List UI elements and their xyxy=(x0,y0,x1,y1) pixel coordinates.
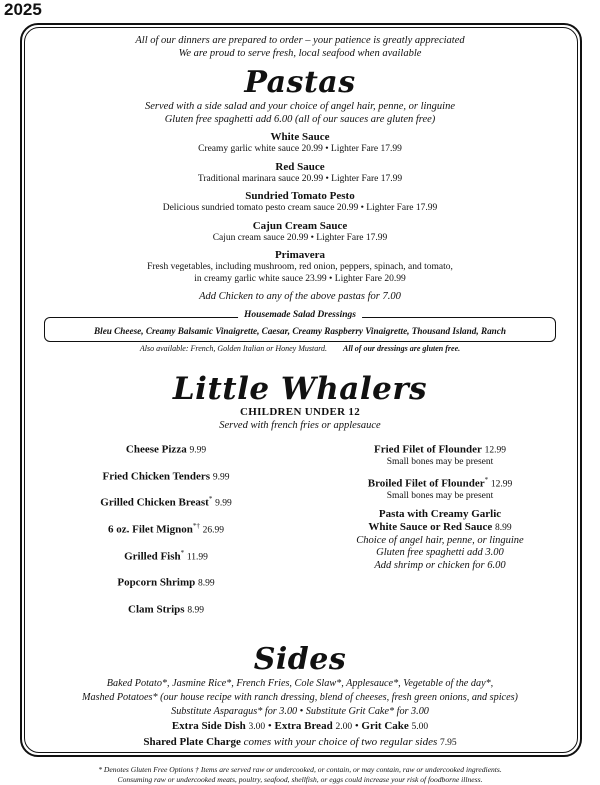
primavera-desc-2: in creamy garlic white sauce 23.99 • Lighter Fare 20.99 xyxy=(194,273,406,284)
sides-line-1: Baked Potato*, Jasmine Rice*, French Fries, Cole Slaw*, Applesauce*, Vegetable of the day*, xyxy=(106,677,494,689)
kids-item-name: Grilled Fish xyxy=(124,550,181,563)
kids-item xyxy=(26,493,306,511)
sides-line-2: Mashed Potatoes* (our house recipe with ranch dressing, blend of cheeses, fresh green onions, and spices) xyxy=(82,691,518,703)
sides-heading: Sides xyxy=(253,641,347,677)
dressings-title: Housemade Salad Dressings xyxy=(238,310,362,320)
pasta-item-name: White Sauce xyxy=(270,131,330,143)
extra-bread-price: 2.00 xyxy=(335,721,353,732)
kids-item-name: Fried Filet of Flounder xyxy=(374,443,482,456)
kids-item-price: 26.99 xyxy=(202,525,225,536)
kids-item-price: 12.99 xyxy=(484,445,506,456)
pasta-item xyxy=(26,161,574,186)
shared-plate-label: Shared Plate Charge xyxy=(143,735,241,748)
kids-item xyxy=(26,600,306,618)
menu-content xyxy=(26,34,574,785)
extra-bread-label: Extra Bread xyxy=(274,719,333,732)
extra-side-price: 3.00 xyxy=(248,721,266,732)
dressings-gluten: All of our dressings are gluten free. xyxy=(343,344,461,353)
pasta-item-name: Cajun Cream Sauce xyxy=(252,219,348,232)
whalers-left-column xyxy=(26,440,306,627)
kids-item-name: Broiled Filet of Flounder xyxy=(367,477,485,490)
kids-item-name: Popcorn Shrimp xyxy=(117,576,196,589)
add-chicken-note: Add Chicken to any of the above pastas for 7.00 xyxy=(199,291,401,302)
kids-item-price: 9.99 xyxy=(212,472,230,483)
pasta-item xyxy=(26,220,574,245)
pastas-sub-1: Served with a side salad and your choice of angel hair, penne, or linguine xyxy=(145,101,455,112)
kids-pasta-name-1 xyxy=(306,508,574,521)
kids-item-name: Grilled Chicken Breast xyxy=(100,496,209,509)
children-under-label: CHILDREN UNDER 12 xyxy=(240,406,360,418)
dressings-note xyxy=(26,344,574,354)
shared-plate-price: 7.95 xyxy=(440,737,457,748)
kids-item xyxy=(26,520,306,538)
intro-line-2: We are proud to serve fresh, local seafood when available xyxy=(178,48,422,59)
kids-item-name: Fried Chicken Tenders xyxy=(102,470,211,483)
sides-line-3: Substitute Asparagus* for 3.00 • Substitute Grit Cake* for 3.00 xyxy=(171,705,429,717)
dressings-box xyxy=(44,310,556,342)
kids-item xyxy=(26,573,306,591)
grit-cake-price: 5.00 xyxy=(411,721,429,732)
kids-item xyxy=(306,474,574,491)
kids-item xyxy=(306,440,574,457)
kids-pasta-price: 8.99 xyxy=(494,523,512,534)
kids-item-name: Cheese Pizza xyxy=(125,443,187,456)
pastas-sub-2: Gluten free spaghetti add 6.00 (all of our sauces are gluten free) xyxy=(164,114,436,125)
kids-item xyxy=(26,467,306,485)
kids-pasta-line: Choice of angel hair, penne, or linguine xyxy=(356,534,524,546)
dressings-also: Also available: French, Golden Italian or Honey Mustard. xyxy=(139,344,328,353)
shared-plate-desc: comes with your choice of two regular sides xyxy=(243,735,438,748)
kids-pasta-name-2 xyxy=(306,521,574,535)
kids-item-price: 8.99 xyxy=(198,578,215,589)
primavera-desc-1: Fresh vegetables, including mushroom, red onion, peppers, spinach, and tomato, xyxy=(147,262,453,272)
kids-pasta-line: Gluten free spaghetti add 3.00 xyxy=(376,547,504,559)
year-label: 2025 xyxy=(4,0,42,19)
grit-cake-label: Grit Cake xyxy=(361,719,409,732)
kids-pasta-name-1-text: Pasta with Creamy Garlic xyxy=(378,508,502,521)
pasta-item-name: Red Sauce xyxy=(275,160,325,173)
kids-item-mark: *† xyxy=(192,521,200,530)
kids-item-price: 11.99 xyxy=(186,552,208,563)
whalers-heading: Little Whalers xyxy=(172,371,428,407)
kids-item-desc: Small bones may be present xyxy=(386,491,494,502)
pasta-item-desc: Delicious sundried tomato pesto cream sauce 20.99 • Lighter Fare 17.99 xyxy=(162,203,438,213)
whalers-columns xyxy=(26,440,574,627)
kids-item-price: 8.99 xyxy=(187,605,204,616)
pasta-item-desc: Cajun cream sauce 20.99 • Lighter Fare 17.99 xyxy=(212,232,388,243)
pasta-item xyxy=(26,190,574,215)
footnote-line-2: Consuming raw or undercooked meats, poultry, seafood, shellfish, or eggs could increase your risk of foodborne illness. xyxy=(117,774,483,784)
kids-item-mark: * xyxy=(208,495,213,504)
footnote xyxy=(26,765,574,785)
kids-item-mark: * xyxy=(484,476,489,485)
pasta-item-primavera xyxy=(26,249,574,285)
kids-item xyxy=(26,547,306,565)
kids-item xyxy=(26,440,306,458)
kids-item-name: Clam Strips xyxy=(128,603,185,616)
kids-item-desc: Small bones may be present xyxy=(386,457,494,468)
pasta-item-desc: Traditional marinara sauce 20.99 • Lighter Fare 17.99 xyxy=(197,173,403,184)
kids-item-price: 9.99 xyxy=(189,445,207,456)
kids-pasta-line: Add shrimp or chicken for 6.00 xyxy=(374,559,506,571)
pasta-item-desc: Creamy garlic white sauce 20.99 • Lighter Fare 17.99 xyxy=(198,144,402,154)
intro-line-1: All of our dinners are prepared to order – your patience is greatly appreciated xyxy=(135,35,465,46)
pasta-item-name: Sundried Tomato Pesto xyxy=(245,190,355,202)
pastas-heading: Pastas xyxy=(244,65,356,100)
extra-side-label: Extra Side Dish xyxy=(171,719,246,732)
kids-item-mark: * xyxy=(180,548,185,557)
extras-line: Extra Side Dish 3.00 • Extra Bread 2.00 • Grit Cake 5.00 xyxy=(171,719,429,732)
kids-item-price: 9.99 xyxy=(215,498,232,509)
kids-item-name: 6 oz. Filet Mignon xyxy=(107,523,193,536)
pasta-item xyxy=(26,131,574,156)
whalers-right-column xyxy=(306,440,574,627)
kids-pasta-name-2-text: White Sauce or Red Sauce xyxy=(368,521,493,534)
footnote-line-1: * Denotes Gluten Free Options † Items are served raw or undercooked, or contain, or may contain, raw or undercooked ingredients. xyxy=(98,764,502,774)
whalers-served: Served with french fries or applesauce xyxy=(219,420,381,431)
shared-plate-line xyxy=(26,735,574,751)
primavera-name: Primavera xyxy=(274,249,326,261)
dressings-list: Bleu Cheese, Creamy Balsamic Vinaigrette, Caesar, Creamy Raspberry Vinaigrette, Thousand Island, Ranch xyxy=(94,326,506,336)
kids-item-price: 12.99 xyxy=(490,479,513,490)
